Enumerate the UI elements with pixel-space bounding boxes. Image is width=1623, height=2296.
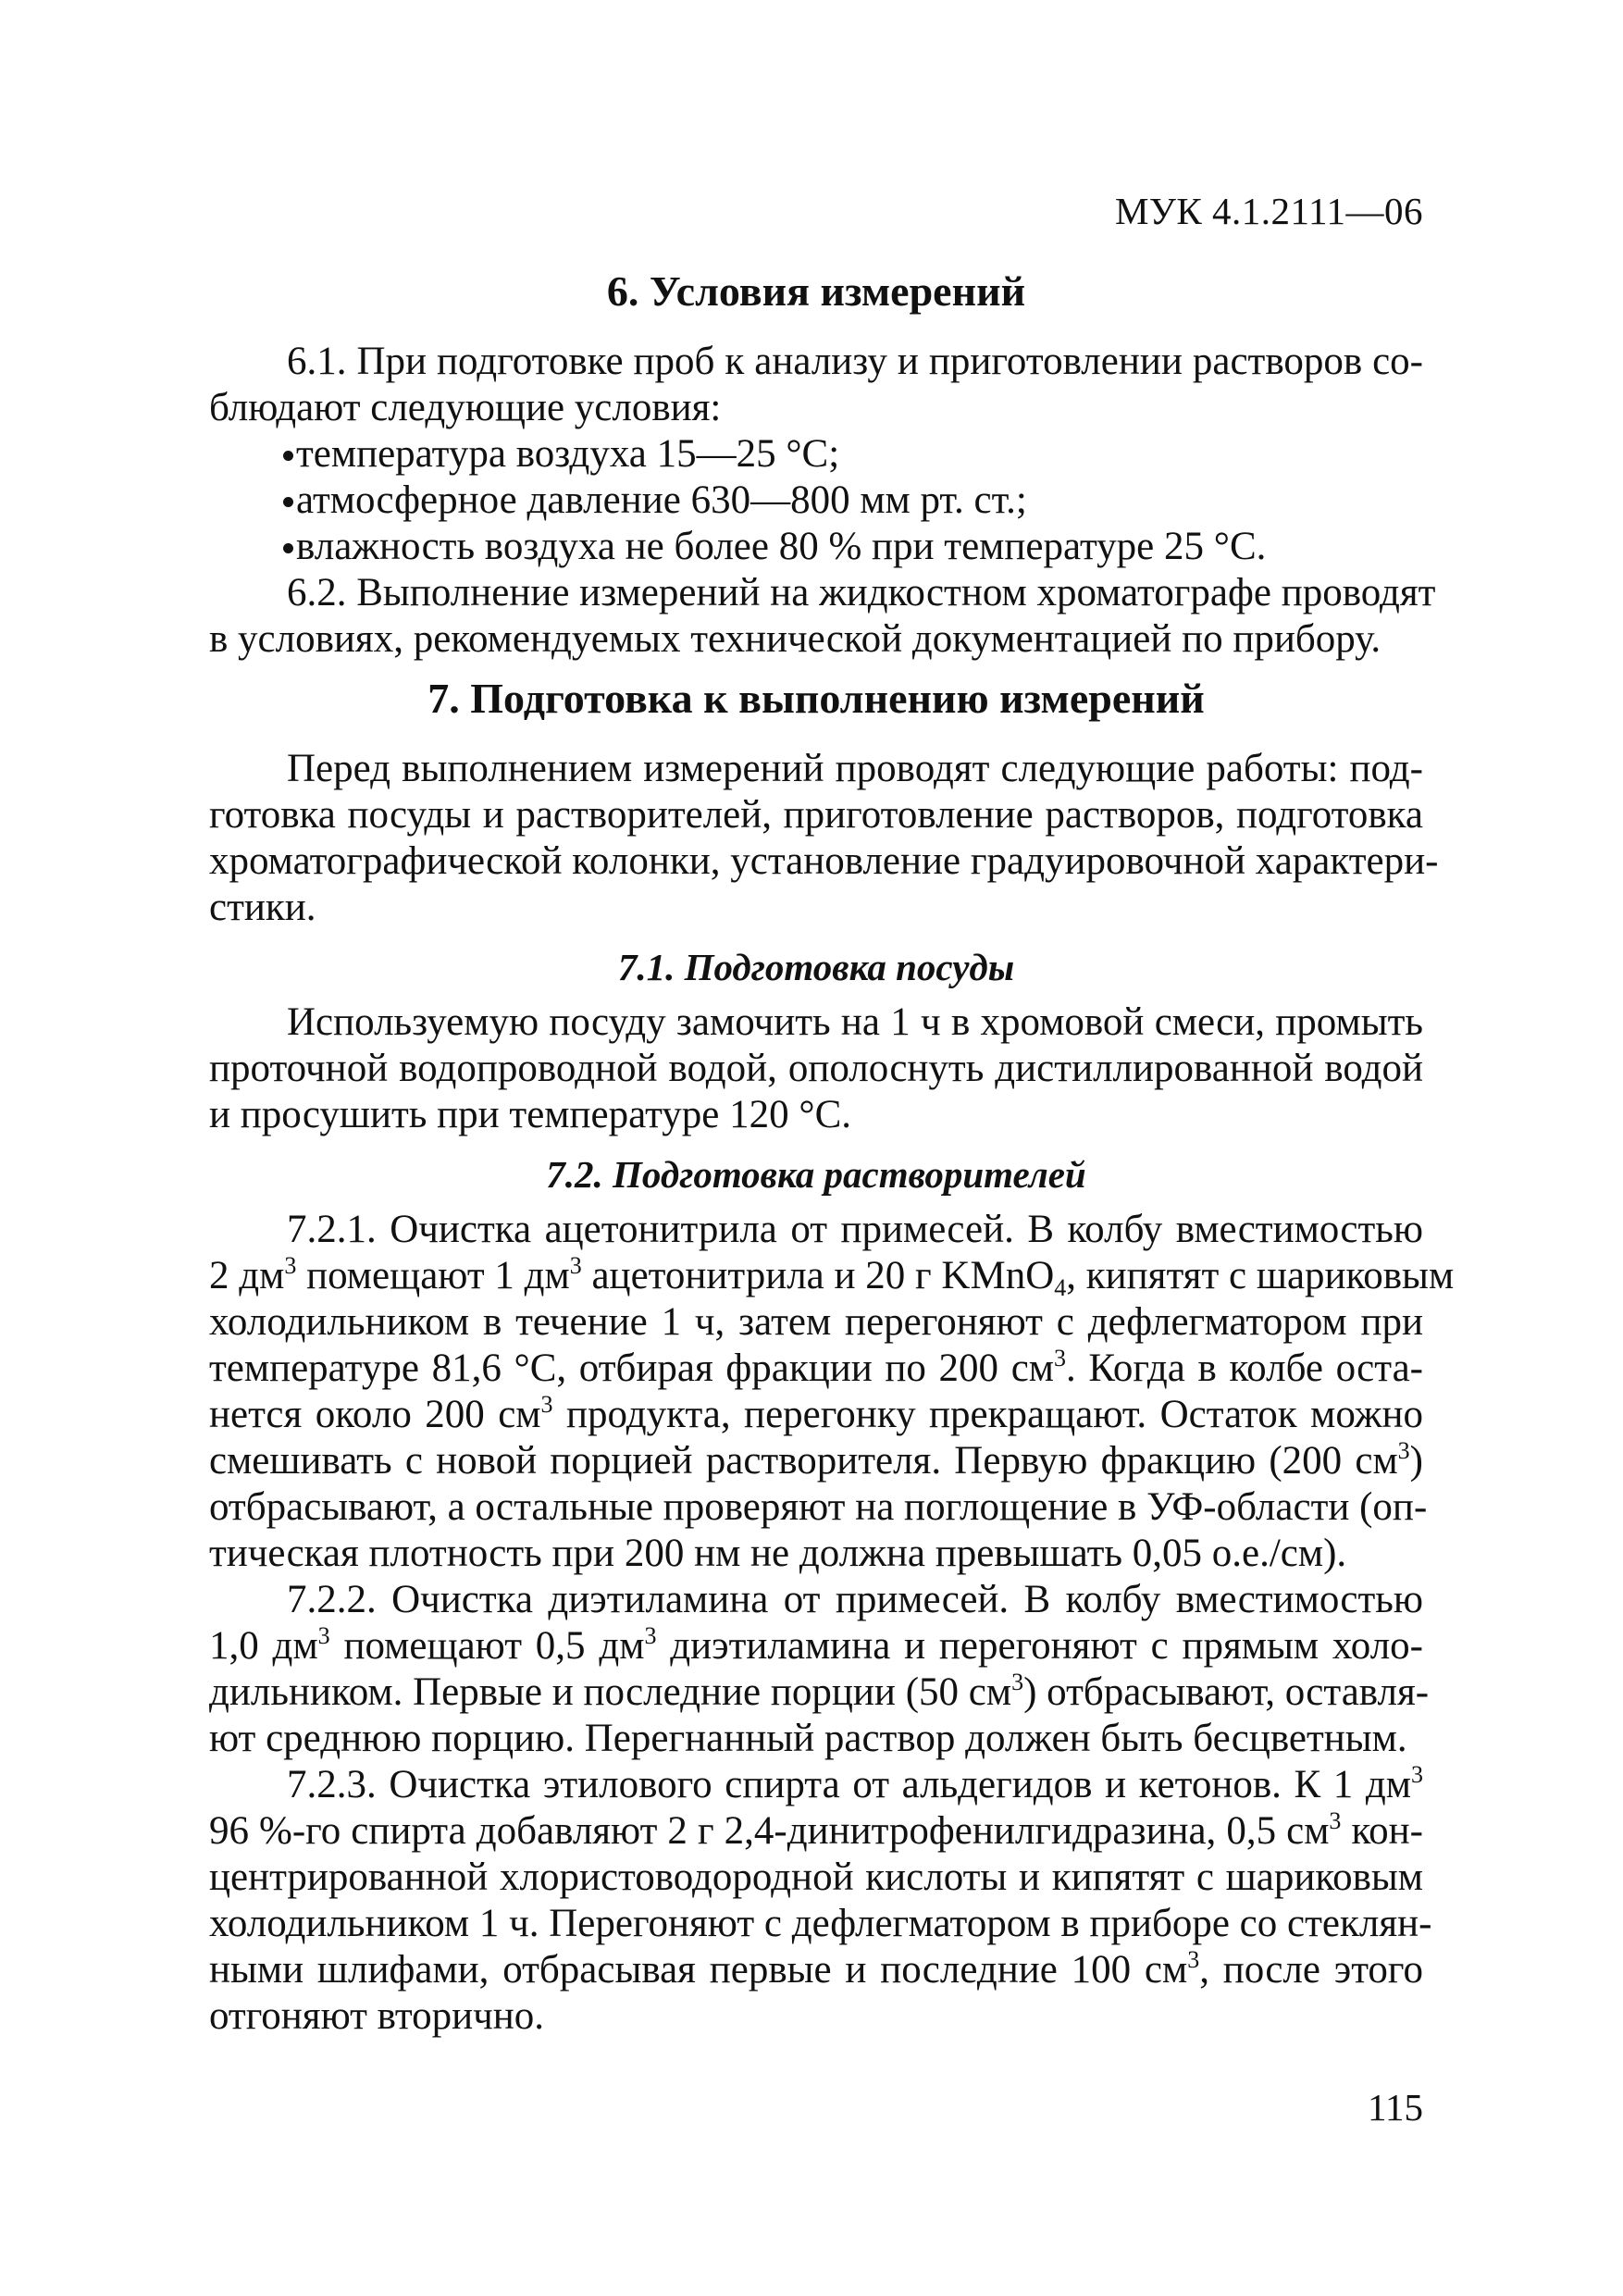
paragraph-line: ют среднюю порцию. Перегнанный раствор должен быть бесцветным. <box>209 1717 1407 1760</box>
paragraph-line: Используемую посуду замочить на 1 ч в хромовой смеси, промыть <box>287 1000 1423 1044</box>
text-run: помещают 0,5 дм <box>329 1624 645 1668</box>
text-run: 2 дм <box>209 1254 285 1297</box>
superscript: 3 <box>1397 1437 1410 1464</box>
text-run: ацетонитрила и 20 г KMnO <box>581 1254 1055 1297</box>
text-run: диэтиламина и перегоняют с прямым холо- <box>656 1624 1424 1668</box>
superscript: 3 <box>1411 1761 1423 1788</box>
text-run: помещают 1 дм <box>296 1254 570 1297</box>
subsection-7-1-title: 7.1. Подготовка посуды <box>617 946 1015 988</box>
text-run: 1,0 дм <box>209 1624 318 1668</box>
paragraph-line: холодильником 1 ч. Перегоняют с дефлегматором в приборе со стеклян- <box>209 1902 1432 1945</box>
superscript: 3 <box>317 1622 330 1649</box>
list-item-text: атмосферное давление 630—800 мм рт. ст.; <box>296 478 1027 522</box>
superscript: 3 <box>569 1252 582 1279</box>
text-run: . Когда в колбе оста- <box>1066 1347 1423 1390</box>
paragraph-line: 6.1. При подготовке проб к анализу и приготовлении растворов со- <box>287 340 1423 383</box>
paragraph-line: хроматографической колонки, установление градуировочной характери- <box>209 839 1439 883</box>
list-item <box>209 431 1423 478</box>
list-item <box>209 524 1423 570</box>
paragraph-line <box>209 1762 1423 1808</box>
page-number: 115 <box>1368 2086 1423 2128</box>
paragraph-line <box>209 1808 1423 1855</box>
conditions-list <box>209 431 1423 570</box>
text-run: дильником. Первые и последние порции (50 см <box>209 1670 1012 1714</box>
paragraph-line: отбрасывают, а остальные проверяют на поглощение в УФ-области (оп- <box>209 1485 1428 1529</box>
list-item <box>209 478 1423 524</box>
text-run: , кипятят с шариковым <box>1066 1254 1455 1297</box>
paragraph-line <box>209 1392 1423 1438</box>
paragraph-line: в условиях, рекомендуемых технической документацией по прибору. <box>209 617 1381 661</box>
text-run: кон- <box>1341 1809 1423 1853</box>
paragraph-line: 7.2.1. Очистка ацетонитрила от примесей. В колбу вместимостью <box>287 1208 1423 1251</box>
superscript: 3 <box>540 1391 553 1418</box>
list-item-text: влажность воздуха не более 80 % при температуре 25 °С. <box>296 525 1267 568</box>
paragraph-6-2 <box>209 570 1436 663</box>
paragraph-line: и просушить при температуре 120 °С. <box>209 1093 852 1136</box>
superscript: 3 <box>1011 1669 1024 1695</box>
text-run: смешивать с новой порцией растворителя. Первую фракцию (200 см <box>209 1439 1398 1483</box>
text-run: ) <box>1409 1439 1423 1483</box>
text-run: , после этого <box>1199 1948 1423 1992</box>
paragraph-7-2-3 <box>209 1761 1432 2040</box>
paragraph-7-1 <box>209 999 1423 1138</box>
paragraph-line: готовка посуды и растворителей, приготовление растворов, подготовка <box>209 793 1423 837</box>
bullet-icon <box>283 543 293 553</box>
paragraph-line: блюдают следующие условия: <box>209 386 722 429</box>
paragraph-line <box>209 1947 1423 1993</box>
paragraph-line <box>209 1438 1423 1484</box>
paragraph-line: отгоняют вторично. <box>209 1994 545 2038</box>
paragraph-line <box>209 1623 1423 1669</box>
paragraph-7-2-1 <box>209 1207 1455 1577</box>
section-7-title: 7. Подготовка к выполнению измерений <box>427 675 1205 722</box>
text-run: нется около 200 см <box>209 1393 541 1436</box>
document-code: МУК 4.1.2111—06 <box>1114 190 1423 232</box>
paragraph-7-2-2 <box>209 1577 1430 1762</box>
superscript: 3 <box>644 1622 657 1649</box>
text-run: 7.2.3. Очистка этилового спирта от альдегидов и кетонов. К 1 дм <box>287 1763 1411 1806</box>
paragraph-line: 6.2. Выполнение измерений на жидкостном хроматографе проводят <box>287 571 1436 614</box>
section-7-intro <box>209 746 1439 931</box>
paragraph-line: Перед выполнением измерений проводят следующие работы: под- <box>287 747 1423 790</box>
subscript: 4 <box>1054 1274 1067 1301</box>
paragraph-line: 7.2.2. Очистка диэтиламина от примесей. В колбу вместимостью <box>287 1578 1423 1621</box>
list-item-text: температура воздуха 15—25 °С; <box>296 432 840 476</box>
bullet-icon <box>283 497 293 507</box>
text-run: ными шлифами, отбрасывая первые и последние 100 см <box>209 1948 1188 1992</box>
paragraph-line: стики. <box>209 886 316 929</box>
paragraph-6-1 <box>209 339 1423 431</box>
subsection-7-2-title: 7.2. Подготовка растворителей <box>546 1153 1086 1196</box>
paragraph-line: тическая плотность при 200 нм не должна превышать 0,05 о.е./см). <box>209 1532 1347 1575</box>
paragraph-line: центрированной хлористоводородной кислоты и кипятят с шариковым <box>209 1855 1423 1899</box>
superscript: 3 <box>1187 1946 1200 1973</box>
section-6-title: 6. Условия измерений <box>606 267 1026 315</box>
text-run: ) отбрасывают, оставля- <box>1023 1670 1430 1714</box>
paragraph-line: проточной водопроводной водой, ополоснуть дистиллированной водой <box>209 1047 1423 1090</box>
paragraph-line: холодильником в течение 1 ч, затем перегоняют с дефлегматором при <box>209 1300 1423 1344</box>
bullet-icon <box>283 451 293 461</box>
text-run: 96 %-го спирта добавляют 2 г 2,4-динитрофенилгидразина, 0,5 см <box>209 1809 1330 1853</box>
text-run: продукта, перегонку прекращают. Остаток можно <box>552 1393 1423 1436</box>
paragraph-line <box>209 1252 1455 1301</box>
superscript: 3 <box>1329 1807 1342 1834</box>
text-run: температуре 81,6 °С, отбирая фракции по 200 см <box>209 1347 1054 1390</box>
paragraph-line <box>209 1669 1430 1716</box>
paragraph-line <box>209 1346 1423 1392</box>
superscript: 3 <box>1054 1345 1066 1371</box>
superscript: 3 <box>284 1252 297 1279</box>
